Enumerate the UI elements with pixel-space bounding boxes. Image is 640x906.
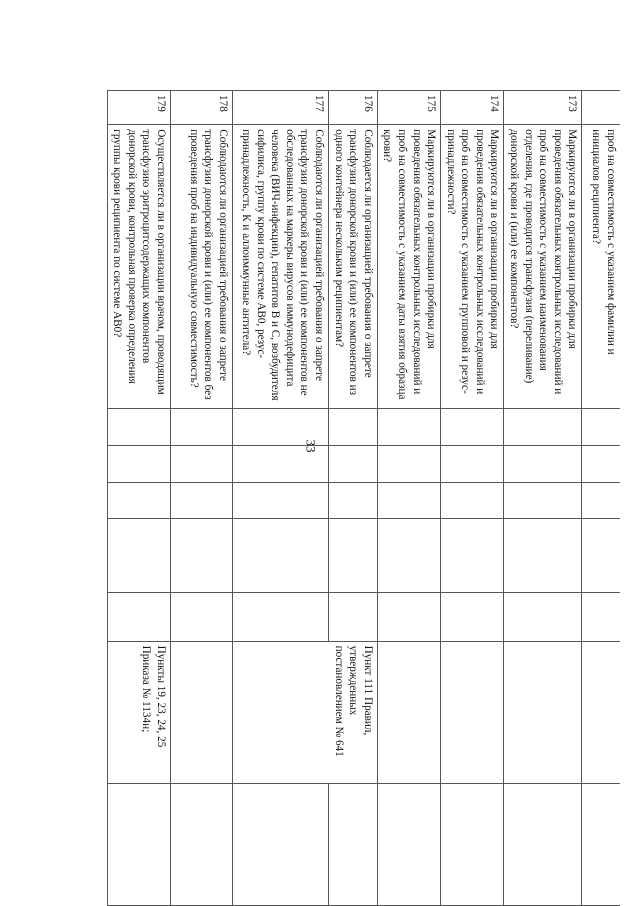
- row-number: 177: [232, 91, 328, 125]
- row-reference: [232, 641, 328, 783]
- row-reference: Пункты 19, 23, 24, 25 Приказа № 1134н;: [107, 641, 170, 783]
- checklist-table: [107, 90, 620, 906]
- page-number: 33: [303, 439, 319, 453]
- table-row: [328, 91, 377, 906]
- row-number: 179: [107, 91, 170, 125]
- table-row: [441, 91, 504, 906]
- row-number: 178: [170, 91, 232, 125]
- row-reference: [504, 641, 582, 783]
- row-reference: [170, 641, 232, 783]
- table-row: [232, 91, 328, 906]
- row-question: Маркируются ли в организации пробирки для проведения обязательных контрольных исследований и проб на совместимость с указанием групповой и резус-принадлежности?: [441, 125, 504, 409]
- rotated-table-wrapper: [100, 90, 620, 906]
- row-number: 175: [377, 91, 440, 125]
- row-question: Соблюдаются ли организацией требования о запрете трансфузии донорской крови и (или) ее компонентов не обследованных на маркеры вирусов иммунодефицита человека (ВИЧ-инфекции), гепатитов В и С, возбудителя сифилиса, группу крови по системе АВ0, резус-принадлежность, К и аллоиммунные антитела?: [232, 125, 328, 409]
- row-question: Осуществляется ли в организации врачом, проводящим трансфузию эритроцитсодержащих компонентов донорской крови, контрольная проверка определения группы крови реципиента по системе АВ0?: [107, 125, 170, 409]
- table-row: [377, 91, 440, 906]
- row-number: [582, 91, 620, 125]
- table-row: [107, 91, 170, 906]
- table-row: [170, 91, 232, 906]
- row-reference: [582, 641, 620, 783]
- row-question: Соблюдается ли организацией требования о запрете трансфузии донорской крови и (или) ее компонентов из одного контейнера нескольким реципиентам?: [328, 125, 377, 409]
- row-number: 176: [328, 91, 377, 125]
- table-row: [504, 91, 582, 906]
- row-question: Соблюдаются ли организацией требования о запрете трансфузии донорской крови и (или) ее компонентов без проведения проб на индивидуальную совместимость?: [170, 125, 232, 409]
- row-number: 173: [504, 91, 582, 125]
- row-question: Маркируются ли в организации пробирки для проведения обязательных контрольных исследований и проб на совместимость с указанием наименования отделения, где проводится трансфузия (переливание) донорской крови и (или) ее компонентов?: [504, 125, 582, 409]
- row-question: проб на совместимость с указанием фамилии и инициалов реципиента?: [582, 125, 620, 409]
- row-reference: [441, 641, 504, 783]
- row-number: 174: [441, 91, 504, 125]
- table-row: [582, 91, 620, 906]
- row-question: Маркируются ли в организации пробирки для проведения обязательных контрольных исследований и проб на совместимость с указанием даты взятия образца крови?: [377, 125, 440, 409]
- row-reference: [377, 641, 440, 783]
- row-reference: Пункт 111 Правил, утвержденных постановлением № 641: [328, 641, 377, 783]
